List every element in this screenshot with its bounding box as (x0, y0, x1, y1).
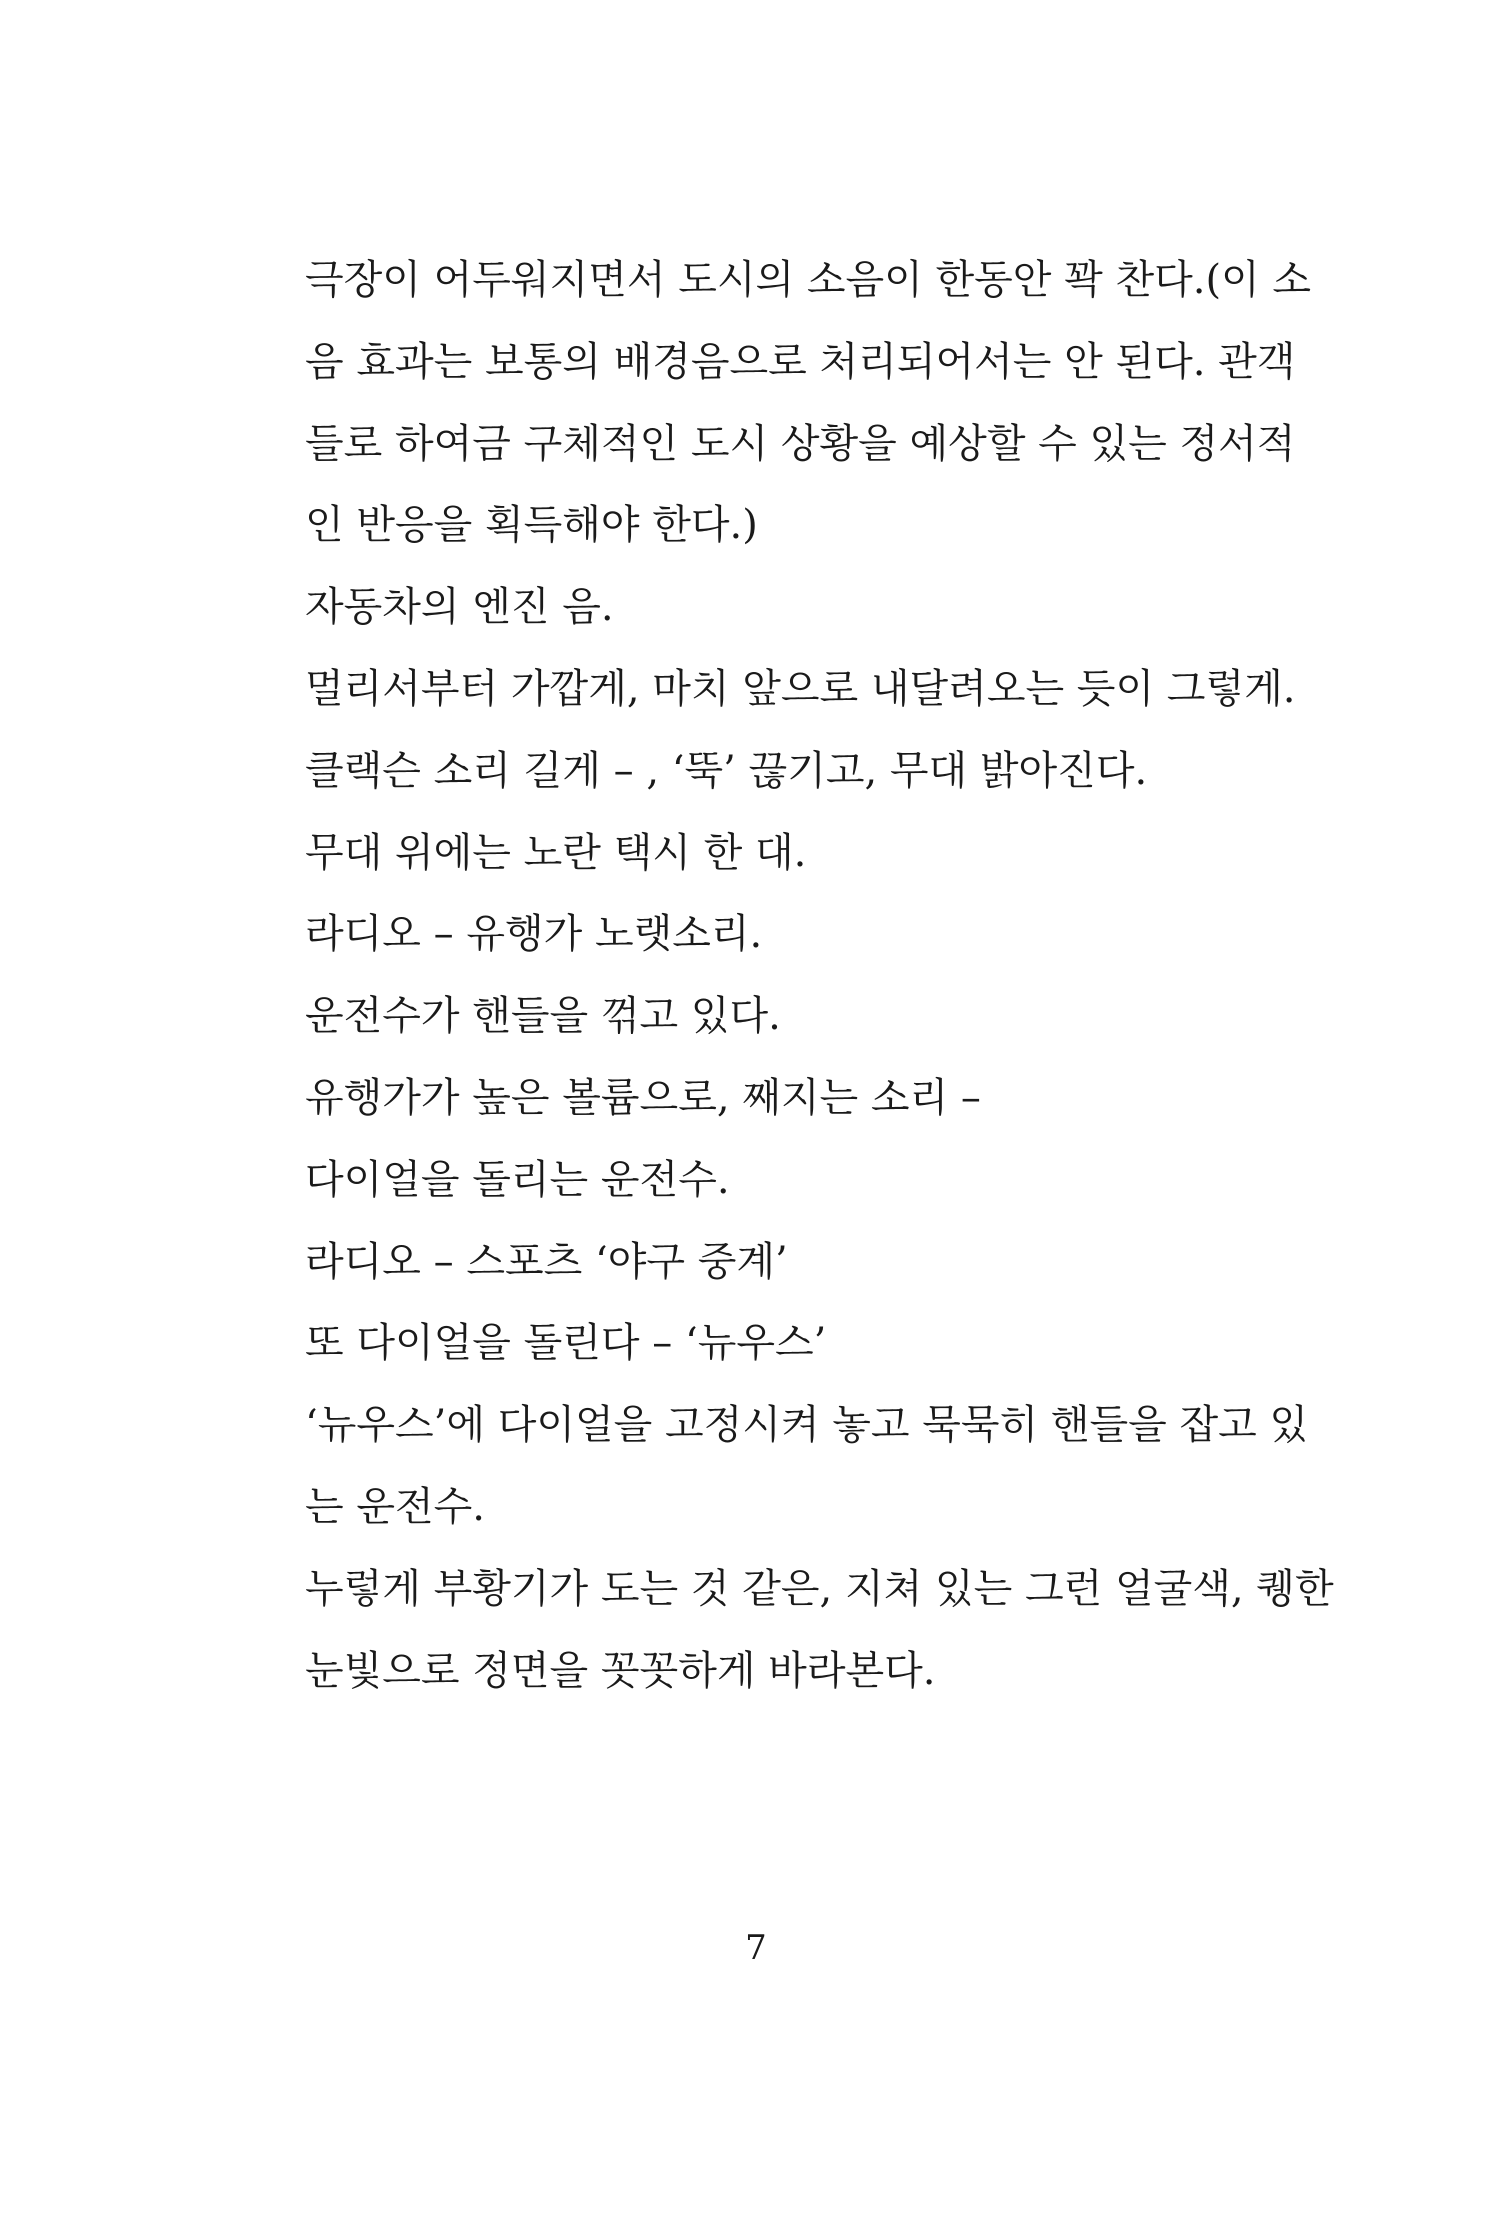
text-line: 들로 하여금 구체적인 도시 상황을 예상할 수 있는 정서적 (305, 420, 1296, 467)
page-number: 7 (745, 1928, 767, 1968)
text-line: 또 다이얼을 돌린다 – ‘뉴우스’ (305, 1320, 827, 1367)
text-line: 는 운전수. (305, 1483, 485, 1530)
text-line: 자동차의 엔진 음. (305, 584, 614, 631)
text-line: 인 반응을 획득해야 한다.) (305, 502, 758, 549)
text-line: 라디오 – 스포츠 ‘야구 중계’ (305, 1238, 788, 1285)
text-line: 멀리서부터 가깝게, 마치 앞으로 내달려오는 듯이 그렇게. (305, 665, 1296, 712)
text-line: 다이얼을 돌리는 운전수. (305, 1156, 730, 1203)
text-line: 무대 위에는 노란 택시 한 대. (305, 829, 807, 876)
text-line: 음 효과는 보통의 배경음으로 처리되어서는 안 된다. 관객 (305, 338, 1296, 385)
text-line: 라디오 – 유행가 노랫소리. (305, 911, 763, 958)
body-text (305, 244, 1334, 1716)
text-line: ‘뉴우스’에 다이얼을 고정시켜 놓고 묵묵히 핸들을 잡고 있 (305, 1402, 1309, 1449)
text-line: 극장이 어두워지면서 도시의 소음이 한동안 꽉 찬다.(이 소 (305, 257, 1312, 303)
text-line: 운전수가 핸들을 꺾고 있다. (305, 993, 781, 1040)
text-line: 눈빛으로 정면을 꼿꼿하게 바라본다. (305, 1647, 936, 1694)
text-line: 누렇게 부황기가 도는 것 같은, 지쳐 있는 그런 얼굴색, 퀭한 (305, 1565, 1334, 1612)
text-line: 유행가가 높은 볼륨으로, 째지는 소리 – (305, 1074, 981, 1121)
text-line: 클랙슨 소리 길게 – , ‘뚝’ 끊기고, 무대 밝아진다. (305, 747, 1148, 794)
